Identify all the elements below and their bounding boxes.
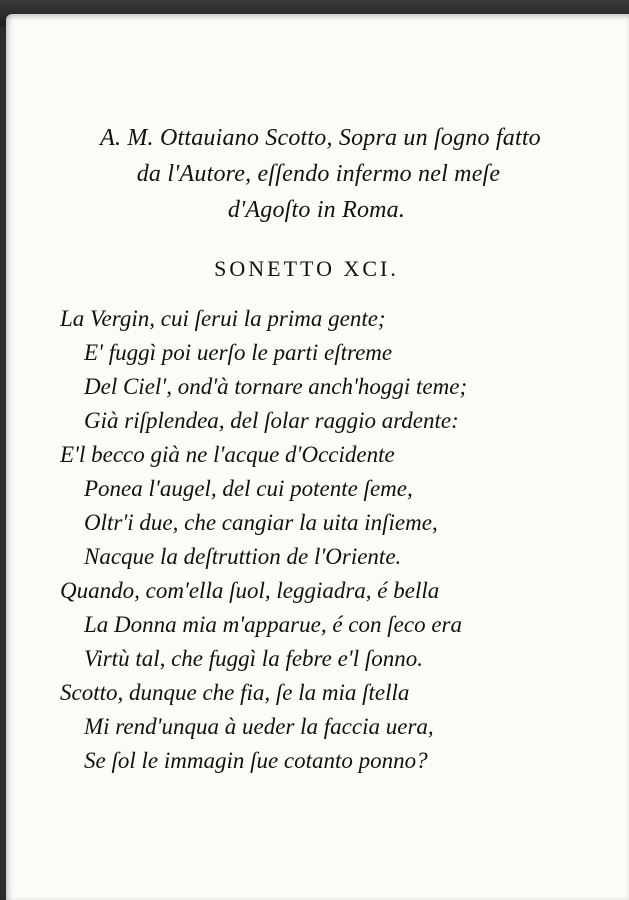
verse-line: Mi rend'unqua à ueder la faccia uera, [84,714,434,739]
verse-line: Del Ciel', ond'à tornare anch'hoggi teme; [84,374,468,399]
heading-line-1: A. M. Ottauiano Scotto, Sopra un ſogno fatto [100,125,541,151]
verse-line: Nacque la deſtruttion de l'Oriente. [84,544,402,569]
verse-line: Virtù tal, che fuggì la febre e'l ſonno. [84,646,424,671]
verse-line: E'l becco già ne l'acque d'Occidente [60,442,395,467]
verse-line: Oltr'i due, che cangiar la uita inſieme, [84,510,438,535]
verse-line: Ponea l'augel, del cui potente ſeme, [84,476,413,501]
heading-line-3: d'Agoſto in Roma. [227,197,406,223]
verse-line: Quando, com'ella ſuol, leggiadra, é bella [60,578,440,603]
sonnet-title: SONETTO XCI. [214,256,399,281]
heading-line-2: da l'Autore, eſſendo infermo nel meſe [136,161,501,187]
verse-line: Già riſplendea, del ſolar raggio ardente: [84,408,459,433]
dedication-heading [0,120,629,228]
verse-line: Se ſol le immagin ſue cotanto ponno? [84,748,428,773]
verse-line: La Vergin, cui ſerui la prima gente; [60,306,386,331]
verse-line: Scotto, dunque che fia, ſe la mia ſtella [60,680,410,705]
verse-line: E' fuggì poi uerſo le parti eſtreme [84,340,393,365]
verse-line: La Donna mia m'apparue, é con ſeco era [84,612,462,637]
